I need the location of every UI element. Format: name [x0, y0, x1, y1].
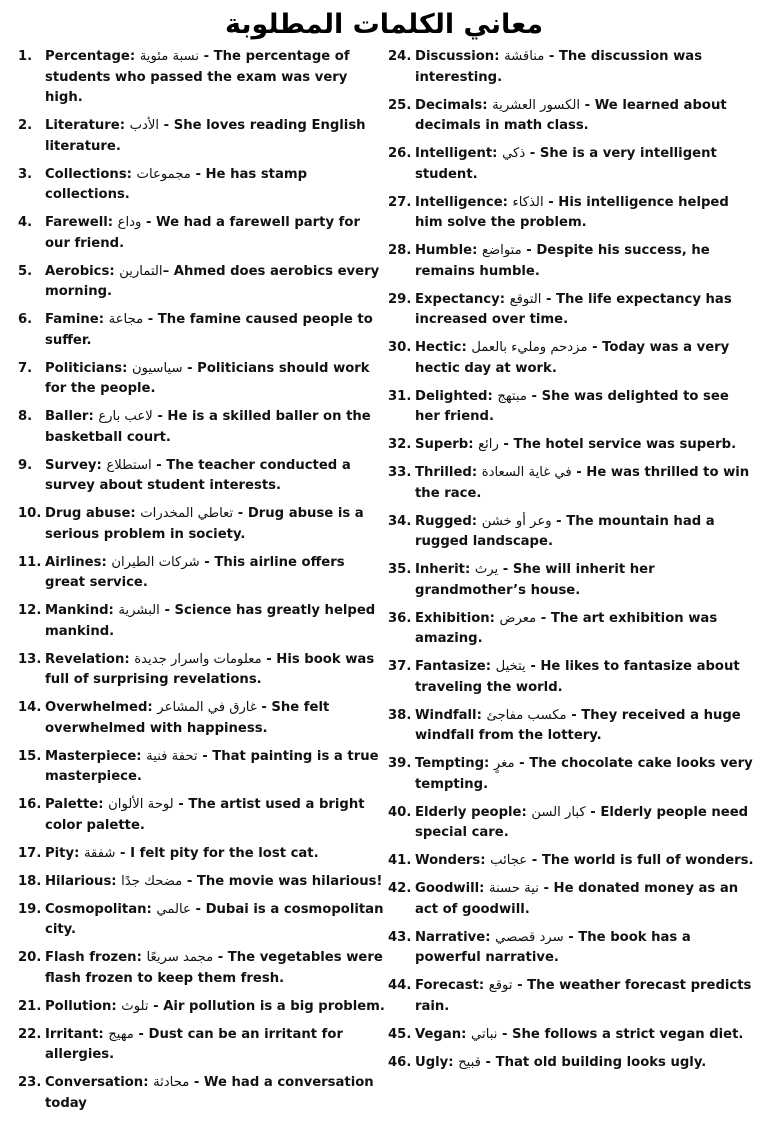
arabic-meaning: قبيح [458, 1054, 481, 1070]
example-sentence: - He was thrilled to win the race. [415, 465, 750, 501]
english-word: Hilarious: [45, 873, 117, 889]
vocab-item [18, 359, 386, 400]
vocab-item [18, 948, 386, 989]
item-number: 12. [18, 603, 42, 618]
item-text [415, 851, 756, 872]
example-sentence: - The vegetables were flash frozen to keep them fresh. [45, 950, 383, 986]
item-text [415, 609, 756, 650]
arabic-meaning: نباتي [471, 1026, 498, 1042]
item-text [45, 359, 386, 400]
item-text [45, 747, 386, 788]
item-number: 6. [18, 312, 33, 327]
page-title: معاني الكلمات المطلوبة [224, 9, 544, 40]
item-number: 13. [18, 651, 42, 667]
item-number: 43. [388, 929, 412, 945]
arabic-meaning: نسبة مئوية [139, 49, 199, 64]
english-word: Baller: [45, 409, 94, 424]
english-word: Masterpiece: [45, 748, 142, 764]
vocab-item [388, 1025, 756, 1046]
english-word: Pollution: [45, 998, 117, 1014]
arabic-meaning: مضحك جدًا [121, 873, 183, 889]
item-text [45, 997, 386, 1018]
arabic-meaning: كبار السن [531, 804, 586, 820]
vocab-item [18, 1025, 386, 1066]
item-text [45, 456, 386, 497]
english-word: Inherit: [415, 562, 471, 577]
example-sentence: - We learned about decimals in math class. [415, 97, 727, 133]
english-word: Thrilled: [415, 465, 478, 480]
english-word: Vegan: [415, 1026, 467, 1042]
example-sentence: - That old building looks ugly. [480, 1054, 707, 1070]
example-sentence: - The world is full of wonders. [527, 853, 754, 868]
item-number: 39. [388, 756, 412, 771]
example-sentence: - They received a huge windfall from the lottery. [415, 707, 741, 743]
item-text [415, 706, 756, 747]
example-sentence: - She felt overwhelmed with happiness. [45, 700, 330, 736]
example-sentence: - Elderly people need special care. [415, 804, 749, 840]
item-number: 42. [388, 881, 412, 896]
item-text [45, 47, 386, 109]
item-number: 15. [18, 748, 42, 764]
item-text [415, 241, 756, 282]
vocab-item [18, 747, 386, 788]
item-text [45, 262, 386, 303]
arabic-meaning: معرض [499, 610, 537, 626]
item-number: 44. [388, 978, 412, 993]
item-number: 34. [388, 513, 412, 529]
vocab-item [18, 795, 386, 836]
item-number: 2. [18, 118, 33, 133]
english-word: Conversation: [45, 1075, 149, 1090]
right-column [388, 47, 756, 1081]
example-sentence: - The weather forecast predicts rain. [415, 978, 752, 1014]
vocab-item [18, 650, 386, 691]
item-number: 14. [18, 700, 42, 715]
item-number: 9. [18, 457, 33, 473]
item-text [415, 1025, 756, 1046]
vocab-item [388, 435, 756, 456]
vocab-item [388, 976, 756, 1017]
english-word: Overwhelmed: [45, 700, 153, 715]
arabic-meaning: تحفة فنية [146, 748, 198, 764]
item-number: 17. [18, 845, 42, 861]
arabic-meaning: شركات الطيران [111, 554, 200, 570]
vocab-item [388, 512, 756, 553]
example-sentence: - Politicians should work for the people. [45, 360, 370, 396]
item-number: 30. [388, 340, 412, 355]
example-sentence: - He has stamp collections. [45, 166, 308, 202]
english-word: Politicians: [45, 360, 128, 376]
vocab-item [18, 310, 386, 351]
english-word: Decimals: [415, 97, 488, 113]
english-word: Intelligence: [415, 194, 508, 210]
example-sentence: - The movie was hilarious! [182, 873, 383, 889]
vocab-item [388, 928, 756, 969]
item-text [45, 948, 386, 989]
arabic-meaning: يتخيل [495, 659, 526, 674]
left-column [18, 47, 386, 1122]
example-sentence: - She will inherit her grandmother’s house. [415, 562, 655, 598]
example-sentence: - The discussion was interesting. [415, 49, 703, 85]
example-sentence: - Dust can be an irritant for allergies. [45, 1026, 343, 1062]
vocab-item [388, 144, 756, 185]
english-word: Tempting: [415, 756, 490, 771]
item-text [415, 803, 756, 844]
vocab-item [18, 997, 386, 1018]
arabic-meaning: مغرٍ [493, 756, 515, 771]
item-number: 16. [18, 797, 42, 812]
example-sentence: - The book has a powerful narrative. [415, 929, 691, 965]
item-text [415, 47, 756, 88]
arabic-meaning: مبتهج [497, 388, 527, 404]
item-number: 1. [18, 49, 33, 64]
vocab-item [388, 851, 756, 872]
example-sentence: - She follows a strict vegan diet. [497, 1026, 744, 1042]
arabic-meaning: متواضع [481, 243, 522, 258]
english-word: Fantasize: [415, 659, 491, 674]
item-text [45, 844, 386, 865]
example-sentence: - He is a skilled baller on the basketball court. [45, 409, 371, 445]
item-number: 37. [388, 659, 412, 674]
item-text [415, 928, 756, 969]
item-text [45, 116, 386, 157]
item-number: 20. [18, 950, 42, 965]
vocab-item [18, 844, 386, 865]
vocab-item [18, 262, 386, 303]
item-number: 27. [388, 194, 412, 210]
item-text [45, 1025, 386, 1066]
english-word: Survey: [45, 457, 102, 473]
example-sentence: - Despite his success, he remains humble. [415, 243, 710, 279]
item-text [415, 435, 756, 456]
arabic-meaning: مجمد سريعًا [146, 950, 214, 965]
english-word: Forecast: [415, 978, 485, 993]
item-text [45, 872, 386, 893]
example-sentence: - Today was a very hectic day at work. [415, 340, 730, 376]
example-sentence: - His intelligence helped him solve the problem. [415, 194, 729, 230]
arabic-meaning: سرد قصصي [495, 929, 564, 945]
example-sentence: - The art exhibition was amazing. [415, 610, 718, 646]
vocab-item [388, 706, 756, 747]
english-word: Cosmopolitan: [45, 901, 152, 917]
arabic-meaning: توقع [488, 978, 513, 993]
item-number: 18. [18, 873, 42, 889]
item-text [415, 96, 756, 137]
arabic-meaning: سياسيون [131, 360, 183, 376]
example-sentence: - He likes to fantasize about traveling the world. [415, 659, 740, 695]
arabic-meaning: تلوث [121, 998, 149, 1014]
english-word: Revelation: [45, 651, 130, 667]
example-sentence: - His book was full of surprising revelations. [45, 651, 375, 687]
arabic-meaning: وداع [117, 215, 142, 230]
item-number: 3. [18, 166, 33, 182]
item-number: 22. [18, 1026, 42, 1042]
english-word: Literature: [45, 118, 125, 133]
arabic-meaning: نية حسنة [489, 881, 539, 896]
arabic-meaning: وعر أو خشن [481, 513, 552, 529]
arabic-meaning: ذكي [502, 146, 526, 161]
arabic-meaning: لوحة الألوان [108, 797, 174, 812]
arabic-meaning: التمارين [119, 263, 163, 279]
item-text [415, 1053, 756, 1074]
vocab-item [388, 463, 756, 504]
arabic-meaning: عجائب [490, 853, 528, 868]
english-word: Aerobics: [45, 263, 115, 279]
example-sentence: - We had a farewell party for our friend. [45, 215, 360, 251]
vocab-item [388, 754, 756, 795]
item-text [415, 144, 756, 185]
example-sentence: - That painting is a true masterpiece. [45, 748, 379, 784]
item-text [45, 1073, 386, 1114]
item-number: 8. [18, 409, 33, 424]
english-word: Irritant: [45, 1026, 104, 1042]
item-text [415, 976, 756, 1017]
vocab-item [388, 290, 756, 331]
arabic-meaning: مجاعة [108, 312, 144, 327]
item-number: 31. [388, 388, 412, 404]
arabic-meaning: مجموعات [136, 166, 191, 182]
item-text [45, 213, 386, 254]
item-number: 10. [18, 506, 42, 521]
vocab-item [388, 387, 756, 428]
vocab-item [388, 193, 756, 234]
item-text [415, 560, 756, 601]
item-number: 40. [388, 804, 412, 820]
vocab-item [18, 116, 386, 157]
english-word: Ugly: [415, 1054, 454, 1070]
vocab-item [18, 553, 386, 594]
item-number: 7. [18, 360, 33, 376]
item-number: 19. [18, 901, 42, 917]
vocab-item [18, 165, 386, 206]
english-word: Percentage: [45, 49, 136, 64]
english-word: Intelligent: [415, 146, 498, 161]
item-text [45, 601, 386, 642]
arabic-meaning: الذكاء [512, 194, 544, 210]
example-sentence: - We had a conversation today [45, 1075, 374, 1111]
item-text [415, 338, 756, 379]
example-sentence: - The mountain had a rugged landscape. [415, 513, 715, 549]
item-text [45, 900, 386, 941]
item-number: 36. [388, 610, 412, 626]
arabic-meaning: محادثة [153, 1075, 190, 1090]
english-word: Exhibition: [415, 610, 495, 626]
example-sentence: - The famine caused people to suffer. [45, 312, 373, 348]
vocab-item [388, 96, 756, 137]
item-number: 41. [388, 853, 412, 868]
item-text [45, 650, 386, 691]
arabic-meaning: لاعب بارع [98, 409, 153, 424]
vocab-item [388, 879, 756, 920]
arabic-meaning: رائع [478, 437, 499, 452]
item-number: 24. [388, 49, 412, 64]
english-word: Goodwill: [415, 881, 485, 896]
english-word: Discussion: [415, 49, 500, 64]
example-sentence: - He donated money as an act of goodwill. [415, 881, 739, 917]
item-number: 4. [18, 215, 33, 230]
arabic-meaning: استطلاع [106, 457, 152, 473]
arabic-meaning: مهيج [108, 1026, 134, 1042]
english-word: Elderly people: [415, 804, 527, 820]
item-text [415, 463, 756, 504]
arabic-meaning: مزدحم ومليء بالعمل [471, 340, 588, 355]
arabic-meaning: في غاية السعادة [481, 465, 572, 480]
example-sentence: - Dubai is a cosmopolitan city. [45, 901, 384, 937]
vocab-item [18, 213, 386, 254]
item-number: 23. [18, 1075, 42, 1090]
vocab-item [388, 1053, 756, 1074]
english-word: Wonders: [415, 853, 486, 868]
item-text [415, 879, 756, 920]
example-sentence: - The teacher conducted a survey about student interests. [45, 457, 351, 493]
item-number: 46. [388, 1054, 412, 1070]
english-word: Rugged: [415, 513, 478, 529]
example-sentence: - The chocolate cake looks very tempting. [415, 756, 753, 792]
vocab-item [388, 338, 756, 379]
arabic-meaning: شفقة [83, 845, 116, 861]
vocab-item [18, 1073, 386, 1114]
vocab-item [388, 803, 756, 844]
item-number: 11. [18, 554, 42, 570]
vocab-item [388, 657, 756, 698]
item-text [415, 754, 756, 795]
arabic-meaning: مكسب مفاجئ [486, 707, 567, 723]
item-text [45, 553, 386, 594]
example-sentence: – Ahmed does aerobics every morning. [45, 263, 380, 299]
english-word: Delighted: [415, 388, 493, 404]
english-word: Mankind: [45, 603, 114, 618]
example-sentence: - The percentage of students who passed the exam was very high. [45, 49, 350, 105]
english-word: Palette: [45, 797, 104, 812]
item-text [45, 165, 386, 206]
item-text [45, 407, 386, 448]
example-sentence: - The artist used a bright color palette. [45, 797, 365, 833]
vocab-item [388, 47, 756, 88]
example-sentence: - Science has greatly helped mankind. [45, 603, 376, 639]
item-number: 25. [388, 97, 412, 113]
item-text [45, 310, 386, 351]
vocab-item [18, 456, 386, 497]
vocab-item [18, 900, 386, 941]
example-sentence: - She loves reading English literature. [45, 118, 366, 154]
item-number: 28. [388, 243, 412, 258]
arabic-meaning: التوقع [509, 291, 542, 307]
item-text [45, 795, 386, 836]
english-word: Humble: [415, 243, 478, 258]
item-text [45, 698, 386, 739]
english-word: Farewell: [45, 215, 114, 230]
arabic-meaning: مناقشة [504, 49, 545, 64]
english-word: Airlines: [45, 554, 107, 570]
item-text [415, 193, 756, 234]
vocab-item [18, 47, 386, 109]
english-word: Superb: [415, 437, 474, 452]
item-number: 45. [388, 1026, 412, 1042]
item-text [45, 504, 386, 545]
arabic-meaning: تعاطي المخدرات [140, 506, 234, 521]
english-word: Windfall: [415, 707, 482, 723]
vocab-item [388, 241, 756, 282]
vocab-item [18, 601, 386, 642]
english-word: Famine: [45, 312, 105, 327]
item-number: 33. [388, 465, 412, 480]
item-number: 26. [388, 146, 412, 161]
vocab-item [18, 872, 386, 893]
arabic-meaning: غارق في المشاعر [157, 700, 257, 715]
example-sentence: - This airline offers great service. [45, 554, 345, 590]
arabic-meaning: معلومات واسرار جديدة [134, 651, 262, 667]
vocab-item [18, 504, 386, 545]
vocab-item [18, 407, 386, 448]
english-word: Pity: [45, 845, 80, 861]
item-number: 5. [18, 263, 33, 279]
item-text [415, 387, 756, 428]
vocab-item [18, 698, 386, 739]
example-sentence: - The life expectancy has increased over time. [415, 291, 732, 327]
english-word: Narrative: [415, 929, 491, 945]
example-sentence: - She was delighted to see her friend. [415, 388, 729, 424]
english-word: Hectic: [415, 340, 467, 355]
english-word: Flash frozen: [45, 950, 142, 965]
example-sentence: - The hotel service was superb. [498, 437, 737, 452]
english-word: Drug abuse: [45, 506, 136, 521]
arabic-meaning: الكسور العشرية [492, 97, 581, 113]
vocab-item [388, 609, 756, 650]
item-text [415, 657, 756, 698]
item-number: 35. [388, 562, 412, 577]
item-number: 21. [18, 998, 42, 1014]
vocab-item [388, 560, 756, 601]
arabic-meaning: البشرية [118, 603, 160, 618]
item-text [415, 290, 756, 331]
english-word: Expectancy: [415, 291, 505, 307]
item-number: 29. [388, 291, 412, 307]
arabic-meaning: الأدب [129, 118, 160, 133]
english-word: Collections: [45, 166, 132, 182]
example-sentence: - Drug abuse is a serious problem in society. [45, 506, 364, 542]
example-sentence: - I felt pity for the lost cat. [115, 845, 319, 861]
example-sentence: - She is a very intelligent student. [415, 146, 717, 182]
item-number: 32. [388, 437, 412, 452]
arabic-meaning: يرث [474, 562, 499, 577]
arabic-meaning: عالمي [156, 901, 191, 917]
item-number: 38. [388, 707, 412, 723]
example-sentence: - Air pollution is a big problem. [148, 998, 385, 1014]
item-text [415, 512, 756, 553]
